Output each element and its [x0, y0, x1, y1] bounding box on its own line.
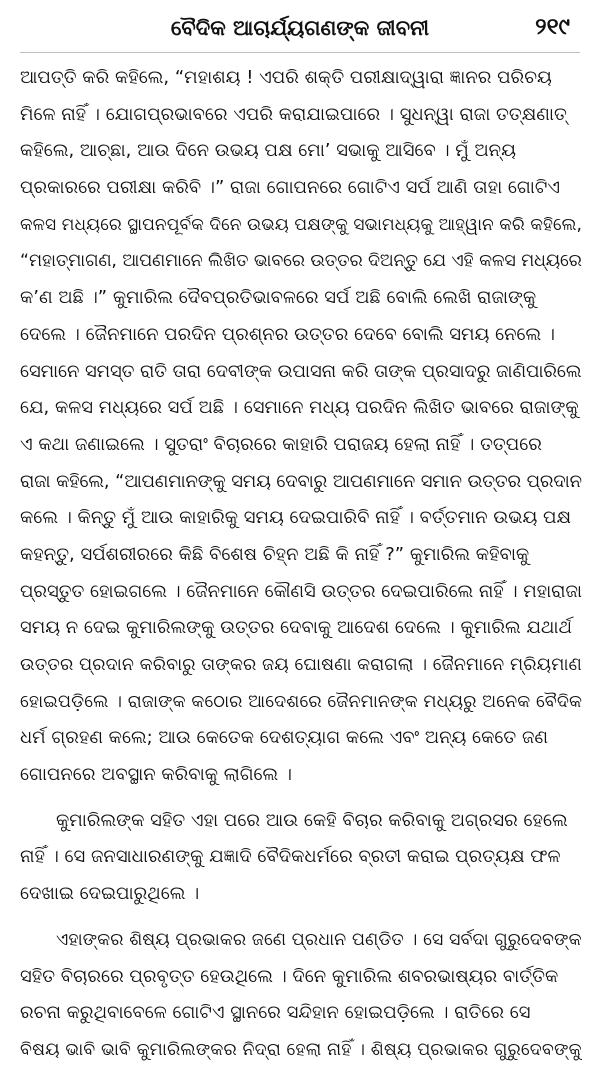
text-line: ଗୋପନରେ ଅବସ୍ଥାନ କରିବାକୁ ଲାଗିଲେ । — [20, 764, 293, 786]
text-line: ମିଳେ ନାହିଁ । ଯୋଗପ୍ରଭାବରେ ଏପରି କରାଯାଇପାରେ । ସୁଧନ୍ୱା ରାଜା ତତ୍‌କ୍ଷଣାତ୍ — [20, 103, 567, 125]
text-line: ଉତ୍ତର ପ୍ରଦାନ କରିବାରୁ ତାଙ୍କର ଜୟ ଘୋଷଣା କରାଗଲା । ଜୈନମାନେ ମ୍ରିୟମାଣ — [20, 655, 582, 675]
text-line: ରଚନା କରୁଥିବାବେଳେ ଗୋଟିଏ ସ୍ଥାନରେ ସନ୍ଦିହାନ ହୋଇପଡ଼ିଲେ । ରାତିରେ ସେ — [20, 1002, 531, 1024]
page-number: ୨୧୯ — [535, 14, 570, 40]
text-line: ଦେଖାଇ ଦେଇପାରୁଥିଲେ । — [20, 883, 200, 905]
text-line: ନାହିଁ । ସେ ଜନସାଧାରଣଙ୍କୁ ଯଜ୍ଞାଦି ବୈଦିକଧର୍ମରେ ବ୍ରତୀ କରାଇ ପ୍ରତ୍ୟକ୍ଷ ଫଳ — [20, 846, 561, 868]
text-line: ହୋଇପଡ଼ିଲେ । ରାଜାଙ୍କ କଠୋର ଆଦେଶରେ ଜୈନମାନଙ୍କ ମଧ୍ୟରୁ ଅନେକ ବୈଦିକ — [20, 691, 582, 712]
text-line: ସମୟ ନ ଦେଇ କୁମାରିଲଙ୍କୁ ଉତ୍ତର ଦେବାକୁ ଆଦେଶ ଦେଲେ । କୁମାରିଲ ଯଥାର୍ଥ — [20, 617, 572, 639]
text-line: କ’ଣ ଅଛି ।” କୁମାରିଲ ଦୈବପ୍ରତିଭାବଳରେ ସର୍ପ ଅଛି ବୋଲି ଲେଖି ରାଜାଙ୍କୁ — [20, 287, 537, 309]
text-line: ଏହାଙ୍କର ଶିଷ୍ୟ ପ୍ରଭାକର ଜଣେ ପ୍ରଧାନ ପଣ୍ଡିତ । ସେ ସର୍ବଦା ଗୁରୁଦେବଙ୍କ — [56, 929, 582, 950]
text-line: ପ୍ରସ୍ତୁତ ହୋଇଗଲେ । ଜୈନମାନେ କୌଣସି ଉତ୍ତର ଦେଇପାରିଲେ ନାହିଁ । ମହାରାଜା — [20, 580, 582, 602]
text-line: କହିଲେ, ଆଚ୍ଛା, ଆଉ ଦିନେ ଉଭୟ ପକ୍ଷ ମୋ’ ସଭାକୁ ଆସିବେ । ମୁଁ ଅନ୍ୟ — [20, 140, 516, 162]
paragraph — [20, 60, 582, 794]
text-line: “ମହାତ୍ମାଗଣ, ଆପଣମାନେ ଲିଖିତ ଭାବରେ ଉତ୍ତର ଦିଅନ୍ତୁ ଯେ ଏହି କଳସ ମଧ୍ୟରେ — [20, 251, 582, 272]
text-line: ଦେଲେ । ଜୈନମାନେ ପରଦିନ ପ୍ରଶ୍ନର ଉତ୍ତର ଦେବେ ବୋଲି ସମୟ ନେଲେ । — [20, 323, 555, 345]
text-line: ସହିତ ବିଚାରରେ ପ୍ରବୃତ୍ତ ହେଉଥିଲେ । ଦିନେ କୁମାରିଲ ଶବରଭାଷ୍ୟର ବାର୍ତ୍ତିକ — [20, 965, 559, 987]
text-line: ରାଜା କହିଲେ, “ଆପଣମାନଙ୍କୁ ସମୟ ଦେବାରୁ ଆପଣମାନେ ସମାନ ଉତ୍ତର ପ୍ରଦାନ — [20, 471, 582, 492]
text-line: କୁମାରିଲଙ୍କ ସହିତ ଏହା ପରେ ଆଉ କେହି ବିଚାର କରିବାକୁ ଅଗ୍ରସର ହେଲେ — [56, 809, 568, 831]
text-line: କଳସ ମଧ୍ୟରେ ସ୍ଥାପନପୂର୍ବକ ଦିନେ ଉଭୟ ପକ୍ଷଙ୍କୁ ସଭାମଧ୍ୟକୁ ଆହ୍ୱାନ କରି କହିଲେ, — [20, 214, 582, 235]
text-line: ପ୍ରକାରରେ ପରୀକ୍ଷା କରିବି ।” ରାଜା ଗୋପନରେ ଗୋଟିଏ ସର୍ପ ଆଣି ତାହା ଗୋଟିଏ — [20, 177, 560, 199]
text-line: କଲେ । କିନ୍ତୁ ମୁଁ ଆଉ କାହାରିକୁ ସମୟ ଦେଇପାରିବି ନାହିଁ । ବର୍ତ୍ତମାନ ଉଭୟ ପକ୍ଷ — [20, 507, 572, 529]
text-line: ଧର୍ମ ଗ୍ରହଣ କଲେ; ଆଉ କେତେକ ଦେଶତ୍ୟାଗ କଲେ ଏବଂ ଅନ୍ୟ କେତେ ଜଣ — [20, 727, 548, 749]
body-text — [20, 60, 582, 1078]
page-header — [24, 8, 576, 50]
header-divider — [20, 52, 580, 53]
text-line: ବିଷୟ ଭାବି ଭାବି କୁମାରିଲଙ୍କର ନିଦ୍ରା ହେଲା ନାହିଁ । ଶିଷ୍ୟ ପ୍ରଭାକର ଗୁରୁଦେବଙ୍କୁ — [20, 1039, 582, 1060]
text-line: ସେମାନେ ସମସ୍ତ ରାତି ତାରା ଦେବୀଙ୍କ ଉପାସନା କରି ତାଙ୍କ ପ୍ରସାଦରୁ ଜାଣିପାରିଲେ — [20, 360, 582, 382]
text-line: ଏ କଥା ଜଣାଇଲେ । ସୁତରାଂ ବିଚାରରେ କାହାରି ପରାଜୟ ହେଲା ନାହିଁ । ତତ୍ପରେ — [20, 433, 542, 455]
paragraph — [20, 922, 582, 1069]
running-header-title: ବୈଦିକ ଆଚାର୍ଯ୍ୟଗଣଙ୍କ ଜୀବନୀ — [170, 16, 430, 40]
text-line: କହନ୍ତୁ, ସର୍ପଶରୀରରେ କିଛି ବିଶେଷ ଚିହ୍ନ ଅଛି କି ନାହିଁ ?” କୁମାରିଲ କହିବାକୁ — [20, 543, 530, 565]
text-line: ଯେ, କଳସ ମଧ୍ୟରେ ସର୍ପ ଅଛି । ସେମାନେ ମଧ୍ୟ ପରଦିନ ଲିଖିତ ଭାବରେ ରାଜାଙ୍କୁ — [20, 397, 579, 419]
paragraph — [20, 803, 582, 913]
text-line: ଆପତ୍ତି କରି କହିଲେ, “ମହାଶୟ ! ଏପରି ଶକ୍ତି ପରୀକ୍ଷାଦ୍ୱାରା ଜ୍ଞାନର ପରିଚୟ — [20, 67, 552, 88]
